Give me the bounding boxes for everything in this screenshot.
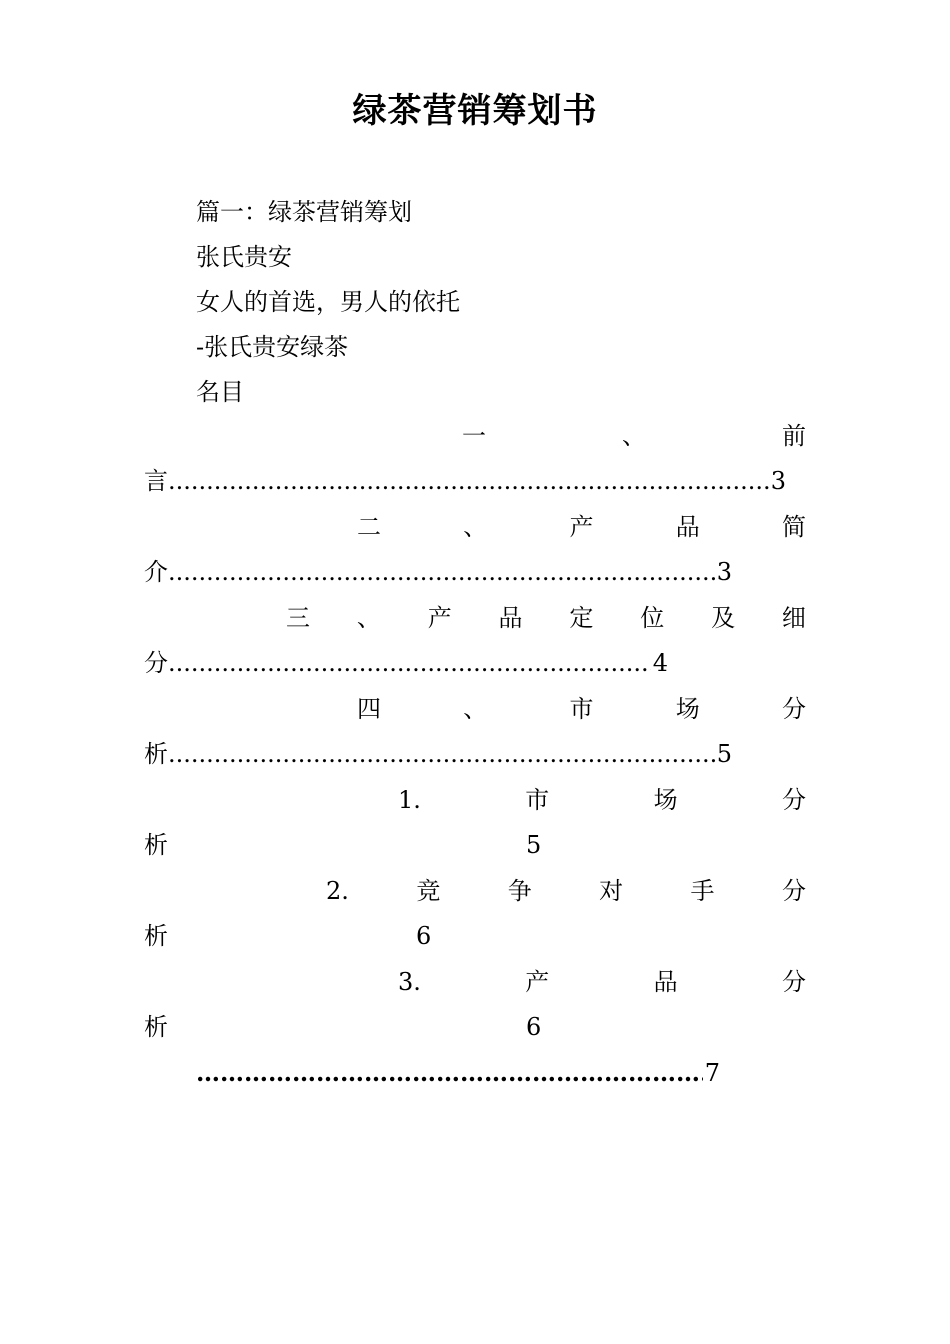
toc-char: 3. <box>398 968 421 996</box>
dot-leader <box>196 1058 703 1088</box>
toc-char: 品 <box>675 513 700 541</box>
toc-char: 产 <box>569 513 594 541</box>
toc-entry-7-heading <box>398 967 806 997</box>
toc-entry-4-leader <box>144 739 732 769</box>
toc-tail: 析 <box>144 740 168 768</box>
toc-entry-6-page: 6 <box>416 922 432 950</box>
toc-char: 2. <box>326 877 349 905</box>
toc-page-number: 3 <box>716 558 732 586</box>
dot-leader <box>168 648 651 678</box>
heading-line-1: 篇一：绿茶营销筹划 <box>196 198 412 226</box>
toc-char: 竞 <box>416 877 441 905</box>
toc-entry-6-heading <box>326 876 806 906</box>
toc-char: 分 <box>781 877 806 905</box>
toc-char: 四 <box>357 695 381 723</box>
toc-entry-5-heading <box>398 785 806 815</box>
toc-char: 对 <box>599 877 624 905</box>
toc-char: 定 <box>569 604 594 632</box>
toc-char: 一 <box>462 422 486 450</box>
toc-char: 争 <box>507 877 532 905</box>
toc-char: 细 <box>781 604 806 632</box>
toc-char: 手 <box>690 877 715 905</box>
toc-char: 场 <box>653 786 678 814</box>
toc-char: 分 <box>781 968 806 996</box>
toc-char: 品 <box>653 968 678 996</box>
toc-char: 、 <box>463 695 488 723</box>
dot-leader <box>168 557 715 587</box>
toc-entry-3-heading <box>286 603 806 633</box>
toc-char: 产 <box>427 604 452 632</box>
toc-char: 分 <box>781 786 806 814</box>
toc-char: 市 <box>569 695 594 723</box>
toc-page-number: 7 <box>704 1059 720 1087</box>
toc-char: 三 <box>286 604 310 632</box>
toc-entry-6-tail: 析 <box>144 922 168 950</box>
toc-entry-1-heading <box>462 421 806 451</box>
toc-char: 1. <box>398 786 421 814</box>
toc-tail: 介 <box>144 558 168 586</box>
toc-char: 、 <box>622 422 646 450</box>
toc-page-number: 3 <box>770 467 786 495</box>
toc-char: 及 <box>711 604 736 632</box>
heading-line-2: 张氏贵安 <box>196 243 292 271</box>
toc-char: 品 <box>498 604 523 632</box>
toc-entry-3-leader <box>144 648 668 678</box>
toc-entry-4-heading <box>357 694 806 724</box>
toc-char: 二 <box>357 513 381 541</box>
toc-char: 位 <box>640 604 665 632</box>
heading-line-3: 女人的首选，男人的依托 <box>196 288 460 316</box>
toc-char: 场 <box>675 695 700 723</box>
toc-page-number: 5 <box>716 740 732 768</box>
document-title: 绿茶营销筹划书 <box>352 91 598 131</box>
toc-char: 分 <box>782 695 806 723</box>
toc-char: 简 <box>782 513 806 541</box>
toc-entry-8-leader <box>196 1058 720 1088</box>
toc-entry-5-page: 5 <box>526 831 542 859</box>
toc-char: 产 <box>525 968 550 996</box>
toc-entry-7-page: 6 <box>526 1013 542 1041</box>
toc-char: 前 <box>782 422 806 450</box>
toc-entry-2-leader <box>144 557 732 587</box>
toc-entry-5-tail: 析 <box>144 831 168 859</box>
toc-entry-1-leader <box>144 466 786 496</box>
dot-leader <box>168 739 715 769</box>
toc-entry-2-heading <box>357 512 806 542</box>
toc-char: 、 <box>463 513 488 541</box>
toc-entry-7-tail: 析 <box>144 1013 168 1041</box>
dot-leader <box>168 466 769 496</box>
toc-page-number: 4 <box>652 649 668 677</box>
toc-tail: 言 <box>144 467 168 495</box>
heading-line-5: 名目 <box>196 378 244 406</box>
toc-tail: 分 <box>144 649 168 677</box>
heading-line-4: -张氏贵安绿茶 <box>196 333 349 361</box>
toc-char: 市 <box>525 786 550 814</box>
toc-char: 、 <box>356 604 381 632</box>
